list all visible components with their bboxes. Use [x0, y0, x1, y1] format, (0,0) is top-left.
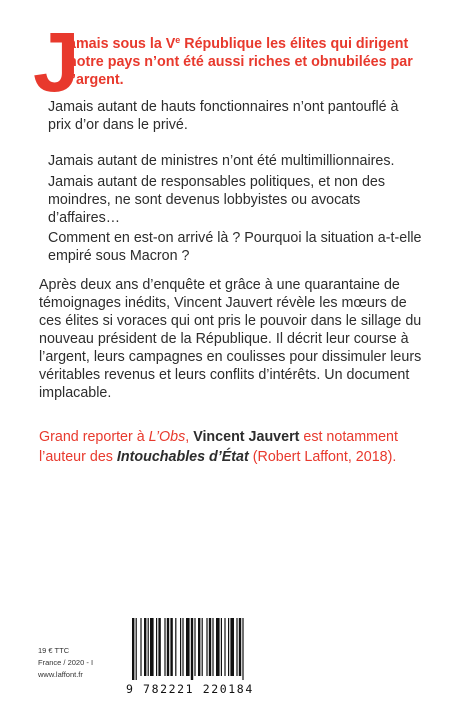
- lead-line-1: amais sous la Ve République les élites qui dirigent: [68, 35, 409, 52]
- barcode-bar: [167, 618, 169, 676]
- barcode-bar: [209, 618, 211, 676]
- magazine-name: L’Obs: [148, 429, 186, 445]
- barcode-bar: [140, 618, 141, 676]
- barcode-bar: [158, 618, 160, 676]
- barcode-bar: [194, 618, 195, 676]
- barcode-bar: [186, 618, 190, 676]
- website: www.laffont.fr: [38, 670, 83, 679]
- lead-line-3: l’argent.: [68, 72, 124, 88]
- barcode-bar: [182, 618, 183, 676]
- barcode-bar: [150, 618, 154, 676]
- barcode-bar: [164, 618, 165, 676]
- paragraph-fonctionnaires: Jamais autant de hauts fonctionnaires n’ont pantouflé à prix d’or dans le privé.: [48, 99, 399, 133]
- price: 19 € TTC: [38, 646, 70, 655]
- barcode-bar: [148, 618, 149, 676]
- drop-cap: J: [33, 15, 80, 109]
- paragraph-lobbyistes: Jamais autant de responsables politiques, et non des moindres, ne sont devenus lobbyistes ou avocats d’affaires…: [48, 174, 385, 226]
- edition: France / 2020 - I: [38, 658, 94, 667]
- barcode-bar: [202, 618, 203, 676]
- barcode-bar: [198, 618, 200, 676]
- barcode-bar: [239, 618, 241, 676]
- barcode-bar: [175, 618, 176, 676]
- barcode-bar: [221, 618, 222, 676]
- barcode-area: [118, 612, 421, 704]
- barcode-bar: [144, 618, 146, 676]
- barcode-bar: [228, 618, 229, 676]
- barcode-bar: [191, 618, 193, 680]
- barcode-icon: [130, 618, 280, 680]
- lead-line-2: notre pays n’ont été aussi riches et obnubilées par: [68, 54, 413, 70]
- barcode-bar: [212, 618, 213, 676]
- lead-paragraph: [68, 31, 428, 89]
- barcode-bar: [236, 618, 237, 676]
- barcode-bar: [156, 618, 157, 676]
- barcode-bar: [132, 618, 134, 680]
- author-name: Vincent Jauvert: [193, 429, 300, 445]
- body-paragraph: Après deux ans d’enquête et grâce à une quarantaine de témoignages inédits, Vincent Jauvert révèle les mœurs de ces élites si voraces qui ont pris le pouvoir dans le sillage du nouveau président de la République. Il décrit leur course à l’argent, leurs campagnes en coulisses pour dissimuler leurs véritables revenus et leurs conflits d’intérêts. Un document implacable.: [39, 277, 422, 401]
- barcode-bar: [180, 618, 181, 676]
- barcode-bar: [170, 618, 172, 676]
- paragraph-ministres: Jamais autant de ministres n’ont été multimillionnaires.: [48, 153, 395, 169]
- barcode-bar: [206, 618, 207, 676]
- barcode-bar: [136, 618, 137, 680]
- author-bio: Grand reporter à L’Obs, Vincent Jauvert est notamment l’auteur des Intouchables d’État (Robert Laffont, 2018).: [39, 429, 398, 465]
- barcode-bar: [242, 618, 243, 680]
- barcode-bar: [216, 618, 220, 676]
- barcode-bar: [230, 618, 234, 676]
- paragraph-question: Comment en est-on arrivé là ? Pourquoi la situation a-t-elle empiré sous Macron ?: [48, 230, 422, 264]
- price-info: [38, 645, 93, 681]
- isbn-number: 9 782221 220184: [126, 682, 254, 696]
- barcode-bar: [224, 618, 225, 676]
- previous-book-title: Intouchables d’État: [116, 449, 249, 465]
